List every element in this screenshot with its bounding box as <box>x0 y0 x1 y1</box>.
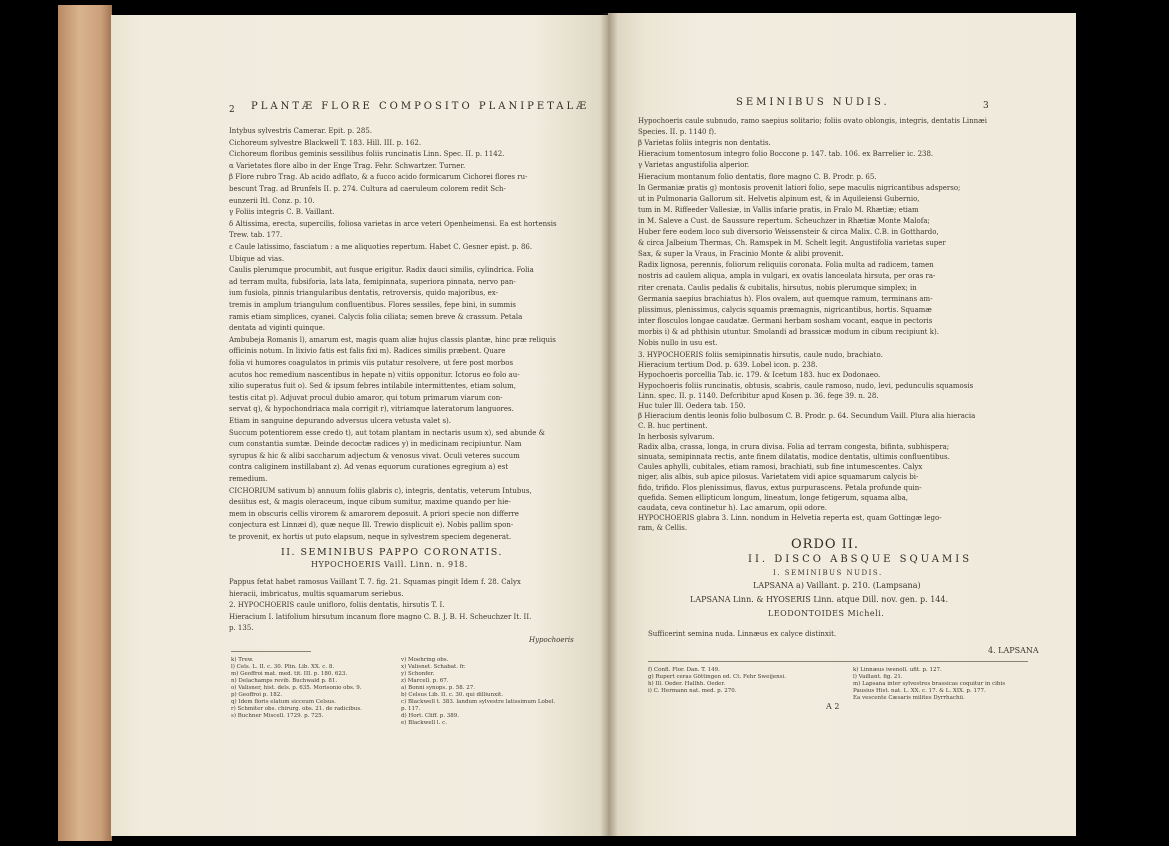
catchword: Hypochoeris <box>529 636 574 644</box>
text-line: remedium. <box>229 475 268 483</box>
text-line: tum in M. Riffeeder Vallesiæ, in Vallis infarie pratis, in Fralo M. Rhætiæ; etiam <box>638 205 919 214</box>
text-line: acutos hoc remedium nascentibus in hepate n) vitiis opponitur. Ictorus eo folo au- <box>229 370 520 379</box>
text-line: inter flosculos longae caudatæ. Germani herbam sosham vocant, eaque in pectoris <box>638 316 933 325</box>
text-line: p) Geoffroi p. 182. <box>231 692 282 698</box>
text-line: fido, trifido. Flos plenissimus, flavus, extus purpurascens. Petala profunde quin- <box>638 483 922 492</box>
text-line: Ambubeja Romanis l), amarum est, magis quam aliæ hujus classis plantæ, hinc præ reliquis <box>229 335 556 344</box>
text-line: ramis etiam simplices, cyanei. Calycis folia ciliata; semen breve & crassum. Petala <box>229 312 523 321</box>
text-line: sinuata, semipinnata rectis, ante finem dilatatis, modice dentatis, ultimis confluentibus. <box>638 453 950 461</box>
footnote-rule <box>648 661 1028 662</box>
text-line: h) Ill. Oeder. Hallhh. Oeder. <box>648 681 726 687</box>
sufficerint-line: Sufficerint semina nuda. Linnæus ex calyce distinxit. <box>648 630 837 638</box>
text-line: Species. II. p. 1140 f). <box>638 128 717 137</box>
text-line: In Germaniæ pratis g) montosis provenit latiori folio, sepe maculis nigricantibus adsperso; <box>638 183 961 192</box>
text-line: Linn. spec. II. p. 1140. Defcribitur apud Kosen p. 36. fege 39. n. 28. <box>638 391 879 400</box>
text-line: Trew. tab. 177. <box>229 231 283 240</box>
text-line: C. B. huc pertinent. <box>638 422 708 431</box>
text-line: γ Foliis integris C. B. Vaillant. <box>229 208 335 217</box>
lapsana-line: LAPSANA a) Vaillant. p. 210. (Lampsana) <box>753 581 921 590</box>
text-line: Etiam in sanguine depurando adversus ulcera vetusta valet s). <box>229 417 451 425</box>
text-line: k) Linnæus iwenoll. ufit. p. 127. <box>853 667 942 673</box>
text-line: niger, alis albis, sub apice pilosus. Varietatem vidi apice squamarum calycis bi- <box>638 473 919 482</box>
leodontoides-line: LEODONTOIDES Micheli. <box>768 609 885 618</box>
book-gutter <box>600 13 618 836</box>
page-number: 2 <box>229 105 235 115</box>
text-line: k) Trew. <box>231 657 254 663</box>
text-line: eunzerii Itl. Conz. p. 10. <box>229 196 315 205</box>
text-line: Caulis plerumque procumbit, aut fusque erigitur. Radix dauci similis, cylindrica. Folia <box>229 266 534 275</box>
text-line: δ Altissima, erecta, supercilis, foliosa varietas in arce veteri Openheimensi. Ea est hortensis <box>229 219 557 228</box>
text-line: Radix lignosa, perennis, foliorum reliquiis coronata. Folia multa ad radicem, tamen <box>638 261 934 270</box>
signature-mark: A 2 <box>826 702 840 711</box>
text-line: Ubique ad vias. <box>229 254 285 263</box>
section-heading: II. SEMINIBUS PAPPO CORONATIS. <box>281 547 503 558</box>
text-line: Succum potentiorem esse credo t), aut totam plantam in nectaris usum x), sed abunde & <box>229 428 545 437</box>
text-line: x) Valisnet. Schabat. fr. <box>401 664 466 670</box>
text-line: te provenit, ex hortis ut puto elapsum, neque in sylvestrem speciem degenerat. <box>229 533 512 541</box>
text-line: l) Cels. L. II. c. 30. Plin. Lib. XX. c. 8. <box>231 664 335 670</box>
text-line: a) Bonni synops. p. 58. 27. <box>401 685 476 691</box>
text-line: hieracii, imbricatus, multis squamarum seriebus. <box>229 589 404 598</box>
text-line: r) Schmiter obs. chirurg. obs. 21. de radicibus. <box>231 706 362 712</box>
text-line: d) Hort. Cliff. p. 389. <box>401 713 460 719</box>
text-line: q) Idem floris elatum sicceum Celsus. <box>231 699 336 705</box>
text-line: α Varietates flore albo in der Enge Trag. Fehr. Schwartzer. Turner. <box>229 161 466 170</box>
ordo-subheading-2: I. SEMINIBUS NUDIS. <box>773 569 883 577</box>
text-line: i) C. Hermann nat. med. p. 270. <box>648 688 737 694</box>
text-line: g) Rupert ceras Göttingen ed. Ct. Fehr Sweijensi. <box>648 674 786 680</box>
text-line: desiitus est, & magis oleraceum, inque cibum sumitur, maxime quando per hie- <box>229 498 511 507</box>
text-line: Pappus fetat habet ramosus Vaillant T. 7. fig. 21. Squamas pingit Idem f. 28. Calyx <box>229 578 521 586</box>
text-line: Huc tuler Ill. Oedera tab. 150. <box>638 402 746 410</box>
text-line: HYPOCHOERIS glabra 3. Linn. nondum in Helvetia reperta est, quam Gottingæ lego- <box>638 514 942 523</box>
text-line: Intybus sylvestris Camerar. Epit. p. 285. <box>229 127 373 135</box>
text-line: ε Caule latissimo, fasciatum : a me aliquoties repertum. Habet C. Gesner epist. p. 86. <box>229 243 533 251</box>
text-line: mem in obscuris cellis virorem & amarorem deposuit. A priori specie non differre <box>229 509 519 518</box>
text-line: β Hieracium dentis leonis folio bulbosum C. B. Prodr. p. 64. Secundum Vaill. Plura alia hieracia <box>638 412 976 421</box>
footnote-rule <box>231 651 311 652</box>
text-line: xilio superatus fuit o). Sed & ipsum febres intilabile intermittentes, etiam solum, <box>229 382 516 391</box>
lapsana-line-2: LAPSANA Linn. & HYOSERIS Linn. atque Dill. nov. gen. p. 144. <box>690 595 949 604</box>
text-line: Hieracium I. latifolium hirsutum incanum flore magno C. B. J. B. H. Scheuchzer It. II. <box>229 612 532 621</box>
ordo-subheading: II. DISCO ABSQUE SQUAMIS <box>748 554 973 565</box>
page-number: 3 <box>983 101 989 111</box>
text-line: bescunt Trag. ad Brunfels II. p. 274. Cultura ad caeruleum colorem redit Sch- <box>229 185 506 193</box>
text-line: o) Valisner, hist. dels. p. 635. Morisonio obs. 9. <box>231 685 362 691</box>
text-line: ram, & Cellis. <box>638 524 688 533</box>
text-line: v) Moehring obs. <box>401 657 449 663</box>
right-page <box>608 13 1076 836</box>
text-line: c) Blackwell t. 383. landum sylvestre latissimum Lobel. <box>401 699 556 705</box>
text-line: p. 135. <box>229 624 254 632</box>
book-cover-edge <box>58 5 112 841</box>
text-line: contra caliginem instillabant z). Ad venas equorum curationes egregium a) est <box>229 463 509 472</box>
running-header: SEMINIBUS NUDIS. <box>736 97 890 108</box>
text-line: y) Schonfer. <box>401 671 435 677</box>
text-line: Hieracium montanum folio dentatis, flore magno C. B. Prodr. p. 65. <box>638 172 877 181</box>
text-line: Hieracium tomentosum integro folio Boccone p. 147. tab. 106. ex Barrelier ic. 238. <box>638 150 934 159</box>
text-line: servat q), & hypochondriaca mala corrigit r), vitriamque lateratorum languores. <box>229 405 514 414</box>
text-line: m) Geoffroi mat. med. tit. III. p. 180. 623. <box>231 671 348 677</box>
text-line: z) Marcell. p. 67. <box>401 678 449 684</box>
text-line: Hypochoeris caule subnudo, ramo saepius solitario; foliis ovato oblongis, integris, dentatis Linnæi <box>638 117 987 125</box>
text-line: riter crenata. Caulis pedalis & cubitalis, hirsutus, nobis plerumque simplex; in <box>638 283 917 292</box>
text-line: Hieracium tertium Dod. p. 639. Lobel icon. p. 238. <box>638 361 818 370</box>
text-line: Radix alba, crassa, longa, in crura divisa. Folia ad terram congesta, bifinta, subhispera; <box>638 442 950 451</box>
text-line: l) Vaillant. fig. 21. <box>853 674 903 680</box>
text-line: folia vi humores coagulatos in primis viis putatur resolvere, ut fere post morbos <box>229 359 514 367</box>
genus-heading: HYPOCHOERIS Vaill. Linn. n. 918. <box>311 560 468 569</box>
text-line: tremis in amplum triangulum confluentibus. Flores sessiles, fepe bini, in summis <box>229 301 516 309</box>
text-line: Huber fere eodem loco sub diversorio Weissensteir & circa Malix. C.B. in Gotthardo, <box>638 228 939 236</box>
catchword: 4. LAPSANA <box>988 646 1039 655</box>
text-line: f) Confl. Flor. Dan. T. 149. <box>648 667 720 673</box>
text-line: β Flore rubro Trag. Ab acido adflato, & a fucco acido formicarum Cichorei flores ru- <box>229 173 528 182</box>
text-line: officinis notum. In lixivio fatis est falis fixi m). Radices similis præbent. Quare <box>229 347 506 356</box>
text-line: Ea vescente Cæsaris milites Dyrrhachii. <box>853 695 965 701</box>
text-line: In herbosis sylvarum. <box>638 432 715 441</box>
text-line: p. 117. <box>401 706 421 712</box>
text-line: & circa Jalbeium Thermas, Ch. Ramspek in M. Schelt legit. Angustifolia varietas super <box>638 239 946 248</box>
text-line: quefida. Semen ellipticum longum, lineatum, longe fetigerum, squama alba, <box>638 493 909 502</box>
text-line: Hypochoeris porcellia Tab. ic. 179. & Icetum 183. huc ex Dodonaeo. <box>638 371 881 380</box>
text-line: morbis i) & ad phthisin utuntur. Smolandi ad brassicæ modum in cibum recipiunt k). <box>638 327 939 336</box>
text-line: cum constantia sumtæ. Deinde decoctæ radices y) in medicinam recipiuntur. Nam <box>229 440 522 449</box>
text-line: Hypochoeris foliis runcinatis, obtusis, scabris, caule ramoso, nudo, levi, pedunculis squamosis <box>638 381 974 390</box>
text-line: ut in Pulmonaria Gallorum sit. Helvetis alpinum est, & in Aquileiensi Gubernio, <box>638 194 920 203</box>
text-line: Sax, & super la Vraus, in Fracinio Monte & alibi provenit. <box>638 250 844 259</box>
text-line: e) Blackwell l. c. <box>401 720 447 726</box>
text-line: Germania saepius brachiatus h). Flos ovalem, aut quemque ramum, terminans am- <box>638 294 933 303</box>
text-line: β Varietas foliis integris non dentatis. <box>638 139 771 148</box>
text-line: CICHORIUM sativum b) annuum foliis glabris c), integris, dentatis, veterum Intubus, <box>229 486 532 495</box>
text-line: ium fusiola, pinnis triangularibus dentatis, retroversis, quido majoribus, ex- <box>229 289 498 298</box>
ordo-heading: ORDO II. <box>791 537 860 552</box>
text-line: syrupus & hic & alibi saccharum adjectum & venosus vivat. Oculi veteres succum <box>229 451 520 460</box>
text-line: conjectura est Linnæi d), quæ neque Ill. Trewio displicuit e). Nobis pallim spon- <box>229 521 514 530</box>
text-line: 3. HYPOCHOERIS foliis semipinnatis hirsutis, caule nudo, brachiato. <box>638 351 883 359</box>
text-line: ad terram multa, fubsiforia, lata lata, femipinnata, superiora pinnata, nervo pan- <box>229 277 516 286</box>
text-line: m) Lapsana inter sylvestres brassicas coquitur in cibis <box>853 681 1006 687</box>
text-line: γ Varietas angustifolia alperior. <box>638 161 750 170</box>
text-line: testis citat p). Adjuvat procul dubio amaror, qui totum primarum viarum con- <box>229 393 503 402</box>
text-line: b) Celsus Lib. II. c. 30. qui dilliunxit. <box>401 692 503 698</box>
text-line: in M. Saleve a Cust. de Saussure repertum. Scheuchzer in Rhætiæ Monte Malofa; <box>638 216 930 225</box>
left-page <box>111 15 608 836</box>
text-line: plissimus, plenissimus, calycis squamis præmagnis, nigricantibus, hortis. Squamæ <box>638 305 932 314</box>
text-line: Pausius Hist. nat. L. XX. c. 17. & L. XIX. p. 177. <box>853 688 986 694</box>
text-line: caudata, ceva continetur h). Lac amarum, opii odore. <box>638 504 827 512</box>
text-line: n) Delachamps revib. Buchwald p. 81. <box>231 678 338 684</box>
text-line: nostris ad caulem aliqua, ampla in vulgari, ex ovatis lanceolata hirsuta, per oras ra- <box>638 272 936 281</box>
text-line: Cichoreum sylvestre Blackwell T. 183. Hill. III. p. 162. <box>229 138 422 147</box>
text-line: dentata ad viginti quinque. <box>229 324 326 333</box>
text-line: Cichoreum floribus geminis sessilibus foliis runcinatis Linn. Spec. II. p. 1142. <box>229 150 505 159</box>
text-line: Caules aphylli, cubitales, etiam ramosi, brachiati, sub fine intumescentes. Calyx <box>638 463 923 472</box>
text-line: Nobis nullo in usu est. <box>638 339 718 347</box>
text-line: s) Buchner Miscell. 1729. p. 725. <box>231 713 324 719</box>
running-header: PLANTÆ FLORE COMPOSITO PLANIPETALÆ <box>251 101 590 112</box>
text-line: 2. HYPOCHOERIS caule unifloro, foliis dentatis, hirsutis T. I. <box>229 601 445 609</box>
